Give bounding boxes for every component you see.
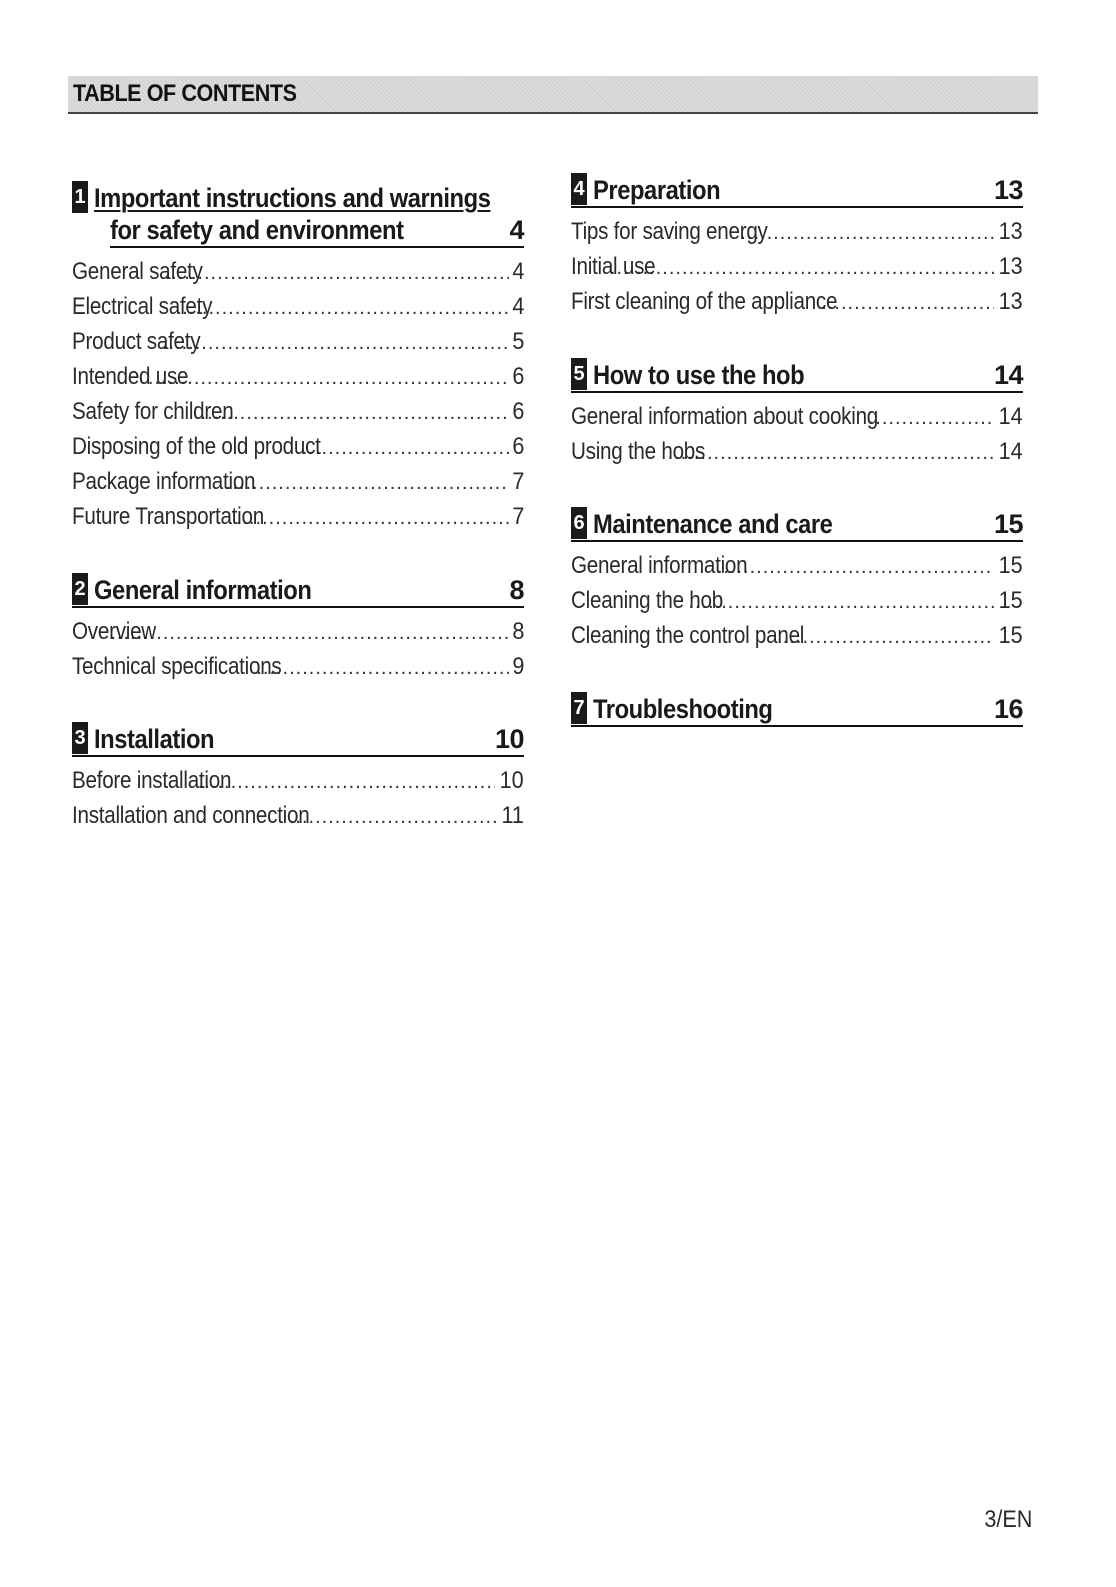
toc-section-3 — [72, 723, 524, 837]
dot-leader — [821, 292, 994, 315]
section-page-number: 14 — [993, 360, 1023, 390]
toc-entry[interactable] — [72, 767, 524, 802]
section-heading[interactable] — [571, 359, 1023, 393]
section-page-number: 8 — [509, 575, 524, 605]
toc-entry[interactable] — [571, 587, 1023, 622]
section-title: Preparation — [593, 175, 721, 205]
toc-entry[interactable] — [72, 468, 524, 503]
entry-title: Tips for saving energy — [571, 218, 768, 245]
entry-title: Before installation — [72, 767, 232, 794]
entry-title: Using the hobs — [571, 438, 706, 465]
entry-title: Future Transportation — [72, 503, 264, 530]
section-title: Important instructions and warnings — [94, 183, 491, 213]
section-number-badge: 5 — [571, 358, 587, 390]
entry-page-number: 8 — [511, 618, 524, 645]
entry-page-number: 15 — [998, 587, 1023, 614]
section-number-badge: 2 — [72, 573, 88, 605]
entry-title: General information about cooking — [571, 403, 879, 430]
entry-page-number: 5 — [511, 328, 524, 355]
dot-leader — [740, 222, 994, 245]
entry-page-number: 6 — [511, 398, 524, 425]
toc-entry[interactable] — [571, 622, 1023, 657]
section-entries — [72, 767, 524, 837]
dot-leader — [198, 771, 495, 794]
toc-entry[interactable] — [72, 398, 524, 433]
section-heading[interactable] — [72, 723, 524, 757]
entry-page-number: 7 — [511, 503, 524, 530]
toc-entry[interactable] — [571, 218, 1023, 253]
toc-section-4 — [571, 174, 1023, 323]
toc-entry[interactable] — [72, 503, 524, 538]
entry-page-number: 14 — [998, 438, 1023, 465]
toc-section-6 — [571, 508, 1023, 657]
entry-page-number: 15 — [998, 622, 1023, 649]
dot-leader — [110, 622, 508, 645]
page-title: TABLE OF CONTENTS — [73, 80, 297, 107]
dot-leader — [176, 297, 509, 320]
dot-leader — [236, 507, 509, 530]
section-page-number: 13 — [993, 175, 1023, 205]
dot-leader — [165, 262, 509, 285]
entry-title: Cleaning the hob — [571, 587, 723, 614]
entry-title: Disposing of the old product — [72, 433, 321, 460]
section-title: How to use the hob — [593, 360, 805, 390]
entry-page-number: 13 — [998, 218, 1023, 245]
entry-title: Intended use — [72, 363, 189, 390]
entry-title: General information — [571, 552, 748, 579]
toc-entry[interactable] — [571, 438, 1023, 473]
toc-entry[interactable] — [72, 653, 524, 688]
section-title: Maintenance and care — [593, 509, 833, 539]
entry-page-number: 15 — [998, 552, 1023, 579]
dot-leader — [226, 472, 509, 495]
entry-page-number: 4 — [511, 293, 524, 320]
entry-page-number: 11 — [501, 802, 524, 829]
toc-entry[interactable] — [72, 293, 524, 328]
toc-section-7 — [571, 693, 1023, 727]
entry-title: Cleaning the control panel — [571, 622, 805, 649]
entry-page-number: 13 — [998, 253, 1023, 280]
entry-title: Technical specifications — [72, 653, 282, 680]
dot-leader — [717, 556, 994, 579]
entry-title: Overview — [72, 618, 156, 645]
section-title: Installation — [94, 724, 215, 754]
section-entries — [571, 552, 1023, 657]
section-entries — [72, 258, 524, 538]
section-heading[interactable] — [571, 508, 1023, 542]
section-title: General information — [94, 575, 312, 605]
dot-leader — [148, 367, 509, 390]
entry-page-number: 9 — [511, 653, 524, 680]
entry-page-number: 14 — [998, 403, 1023, 430]
entry-page-number: 7 — [511, 468, 524, 495]
entry-title: Package information — [72, 468, 256, 495]
dot-leader — [302, 437, 509, 460]
entry-title: Initial use — [571, 253, 656, 280]
section-page-number: 4 — [509, 215, 524, 245]
entry-page-number: 13 — [998, 288, 1023, 315]
section-number-badge: 3 — [72, 722, 88, 754]
section-entries — [571, 403, 1023, 473]
dot-leader — [256, 657, 508, 680]
dot-leader — [610, 257, 994, 280]
toc-header-bar — [68, 76, 1038, 114]
dot-leader — [668, 442, 995, 465]
toc-section-2 — [72, 574, 524, 688]
entry-page-number: 6 — [511, 363, 524, 390]
dot-leader — [869, 407, 995, 430]
dot-leader — [783, 626, 995, 649]
toc-entry[interactable] — [72, 618, 524, 653]
toc-entry[interactable] — [72, 258, 524, 293]
section-heading[interactable] — [72, 180, 524, 248]
toc-entry[interactable] — [571, 552, 1023, 587]
dot-leader — [162, 332, 509, 355]
toc-entry[interactable] — [571, 288, 1023, 323]
entry-title: Installation and connection — [72, 802, 310, 829]
entry-title: General safety — [72, 258, 203, 285]
toc-entry[interactable] — [72, 802, 524, 837]
dot-leader — [289, 806, 497, 829]
entry-title: Product safety — [72, 328, 201, 355]
toc-entry[interactable] — [72, 363, 524, 398]
toc-entry[interactable] — [72, 328, 524, 363]
section-page-number: 10 — [494, 724, 524, 754]
page-number-footer: 3/EN — [983, 1506, 1032, 1533]
entry-page-number: 6 — [511, 433, 524, 460]
section-heading[interactable] — [571, 174, 1023, 208]
entry-title: Safety for children — [72, 398, 234, 425]
dot-leader — [200, 402, 508, 425]
section-number-badge: 4 — [571, 173, 587, 205]
section-heading[interactable] — [72, 574, 524, 608]
toc-section-5 — [571, 359, 1023, 473]
section-number-badge: 6 — [571, 507, 587, 539]
section-page-number: 16 — [993, 694, 1023, 724]
section-number-badge: 7 — [571, 692, 587, 724]
section-heading[interactable] — [571, 693, 1023, 727]
toc-entry[interactable] — [571, 253, 1023, 288]
toc-section-1 — [72, 180, 524, 538]
section-entries — [571, 218, 1023, 323]
dot-leader — [688, 591, 994, 614]
entry-page-number: 4 — [511, 258, 524, 285]
section-entries — [72, 618, 524, 688]
toc-entry[interactable] — [571, 403, 1023, 438]
entry-title: Electrical safety — [72, 293, 213, 320]
entry-page-number: 10 — [499, 767, 524, 794]
section-page-number: 15 — [993, 509, 1023, 539]
section-number-badge: 1 — [72, 181, 88, 213]
section-title-continued: for safety and environment — [110, 215, 404, 245]
section-title: Troubleshooting — [593, 694, 773, 724]
toc-entry[interactable] — [72, 433, 524, 468]
entry-title: First cleaning of the appliance — [571, 288, 838, 315]
